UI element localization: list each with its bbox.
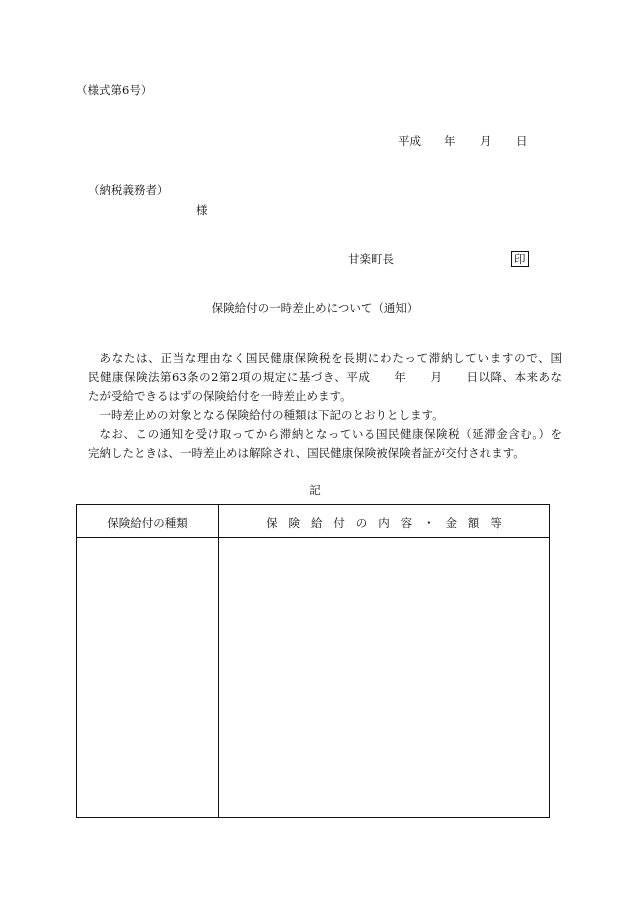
taxpayer-label: （納税義務者） <box>88 183 169 197</box>
column-divider <box>218 505 219 817</box>
benefit-table <box>76 504 550 818</box>
body-line: あなたは、正当な理由なく国民健康保険税を長期にわたって滞納していますので、国 <box>99 351 562 365</box>
paragraph-scope: 一時差止めの対象となる保険給付の種類は下記のとおりとします。 <box>99 408 444 422</box>
body-line: 民健康保険法第63条の2第2項の規定に基づき、平成 年 月 日以降、本来あな <box>88 370 562 384</box>
date-era: 平成 <box>398 134 421 148</box>
honorific: 様 <box>196 203 208 217</box>
form-number: （様式第6号） <box>76 83 153 97</box>
paragraph-suspension <box>88 349 562 406</box>
date-year-unit: 年 <box>444 134 456 148</box>
header-divider <box>77 537 549 538</box>
document-title: 保険給付の一時差止めについて（通知） <box>211 301 419 315</box>
header-benefit-type: 保険給付の種類 <box>107 516 188 530</box>
date-line <box>398 136 528 148</box>
header-benefit-detail: 保険給付の内容・金額等 <box>266 516 513 530</box>
issuer-title: 甘楽町長 <box>348 252 394 266</box>
body-line: なお、この通知を受け取ってから滞納となっている国民健康保険税（延滞金含む。）を <box>99 427 562 441</box>
body-line: たが受給できるはずの保険給付を一時差止めます。 <box>88 389 352 403</box>
body-line: 完納したときは、一時差止めは解除され、国民健康保険被保険者証が交付されます。 <box>88 446 525 460</box>
notice-body <box>88 349 562 463</box>
date-day-unit: 日 <box>516 134 528 148</box>
paragraph-release <box>88 425 562 463</box>
ki-heading: 記 <box>309 483 321 497</box>
seal-mark: 印 <box>511 251 529 267</box>
date-month-unit: 月 <box>480 134 492 148</box>
